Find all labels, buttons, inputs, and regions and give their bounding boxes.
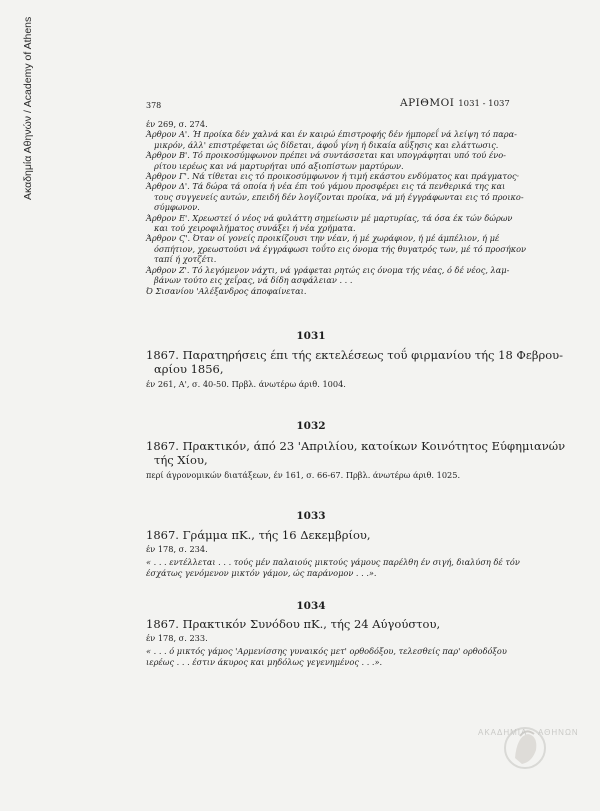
text-line: Άρθρον Γ'. Νά τίθεται εις τό προικοσύμφωνον ή τιμή εκάστου ενδύματος και πράγματος· (146, 171, 520, 182)
entry-number: 1034 (296, 600, 326, 612)
entry-reference: έν 261, Α', σ. 40-50. Πρβλ. άνωτέρω άριθ. 1004. (146, 379, 346, 389)
entry-title: 1867. Πρακτικόν Συνόδου πΚ., τής 24 Αύγούστου, (146, 617, 441, 631)
entry-number: 1031 (296, 330, 326, 342)
text-line: Ό Σισανίου 'Αλέξανδρος άποφαίνεται. (146, 285, 307, 296)
entry-number: 1032 (296, 420, 326, 432)
text-line: Άρθρον Ζ'. Τό λεγόμενον νάχτι, νά γράφεται ρητώς εις όνομα τής νέας, ό δέ νέος, λαμ- (146, 264, 510, 275)
watermark-text-right: ΑΘΗΝΩΝ (538, 728, 579, 737)
text-line: όσπήτιον, χρεωστούσι νά έγγράφωσι τοΰτο εις όνομα τής θυγατρός των, μέ τό προσήκον (154, 243, 527, 254)
entry-quote-line: « . . . ό μικτός γάμος 'Αρμενίσσης γυναικός μετ' ορθοδόξου, τελεσθείς παρ' ορθοδόξου (146, 646, 507, 656)
text-line: Άρθρον Β'. Τό προικοσύμφωνον πρέπει νά συντάσσεται και υπογράφηται υπό τού ένο- (146, 150, 506, 161)
text-line: τους συγγενείς αυτών, επειδή δέν λογίζονται προίκα, νά μή έγγράφωνται εις τό προικο- (154, 191, 524, 202)
running-head-section: ΑΡΙΘΜΟΙ (400, 97, 455, 109)
text-line: Άρθρον Α'. Ή προίκα δέν χαλνά και έν καιρώ έπιστροφής δέν ήμπορεΐ νά λείψη τό παρα- (146, 129, 517, 140)
text-line: ταπί ή χοτζέτι. (154, 254, 217, 265)
entry-reference: έν 178, σ. 234. (146, 544, 208, 554)
text-line: Άρθρον Δ'. Τά δώρα τά οποία ή νέα έπι τού γάμου προσφέρει εις τά πενθερικά της και (146, 181, 506, 192)
running-head-range: 1031 - 1037 (458, 99, 510, 109)
entry-title-cont: τής Χίου, (154, 453, 208, 467)
text-line: και τού χειροφιλήματος συνάξει ή νέα χρήματα. (154, 223, 356, 234)
academy-logo-watermark (470, 712, 580, 782)
text-line: ρίτου ιερέως και νά μαρτυρήται υπό αξιοπίστων μαρτύρων. (154, 160, 404, 171)
text-line: μικρόν, άλλ' επιστρέφεται ώς δίδεται, άφοΰ γίνη ή δικαία αΰξησις και ελάττωσις. (154, 139, 499, 150)
entry-number: 1033 (296, 510, 326, 522)
text-line: Άρθρον Ε'. Χρεωστεί ό νέος νά φυλάττη σημείωσιν μέ μαρτυρίας, τά όσα έκ τών δώρων (146, 212, 513, 223)
entry-reference: έν 178, σ. 233. (146, 633, 208, 643)
text-line: σύμφωνον. (154, 202, 200, 213)
entry-quote-line: ιερέως . . . έστιν άκυρος και μηδόλως γεγενημένος . . .». (146, 657, 383, 667)
entry-title: 1867. Πρακτικόν, άπό 23 'Απριλίου, κατοίκων Κοινότητος Εύφημιανών (146, 439, 566, 453)
side-caption: Ακαδημία Αθηνών / Academy of Athens (22, 16, 34, 200)
watermark-text-left: ΑΚΑΔΗΜΙΑ (478, 728, 528, 737)
entry-title-cont: αρίου 1856, (154, 362, 224, 376)
opening-text (146, 119, 527, 296)
entry-title: 1867. Παρατηρήσεις έπι τής εκτελέσεως τοΰ φιρμανίου τής 18 Φεβρου- (146, 348, 564, 362)
entry-quote-line: « . . . εντέλλεται . . . τούς μέν παλαιούς μικτούς γάμους παρέλθη έν σιγή, διαλύση δέ τόν (146, 557, 520, 567)
running-head (400, 97, 510, 109)
text-line: βάνων τούτο εις χεΐρας, νά δίδη ασφάλειαν . . . (154, 275, 353, 286)
text-line: έν 269, σ. 274. (146, 119, 208, 129)
page-number: 378 (146, 101, 162, 110)
entry-quote-line: έσχάτως γενόμενον μικτόν γάμον, ώς παράνομον . . .». (146, 568, 377, 578)
entry-title: 1867. Γράμμα πΚ., τής 16 Δεκεμβρίου, (146, 528, 371, 542)
entry-reference: περί άγρονομικών διατάξεων, έν 161, σ. 66-67. Πρβλ. άνωτέρω άριθ. 1025. (146, 470, 461, 480)
text-line: Άρθρον Ϛ'. Όταν οί γονείς προικίζουσι την νέαν, ή μέ χωράφιον, ή μέ άμπέλιον, ή μέ (146, 233, 500, 244)
